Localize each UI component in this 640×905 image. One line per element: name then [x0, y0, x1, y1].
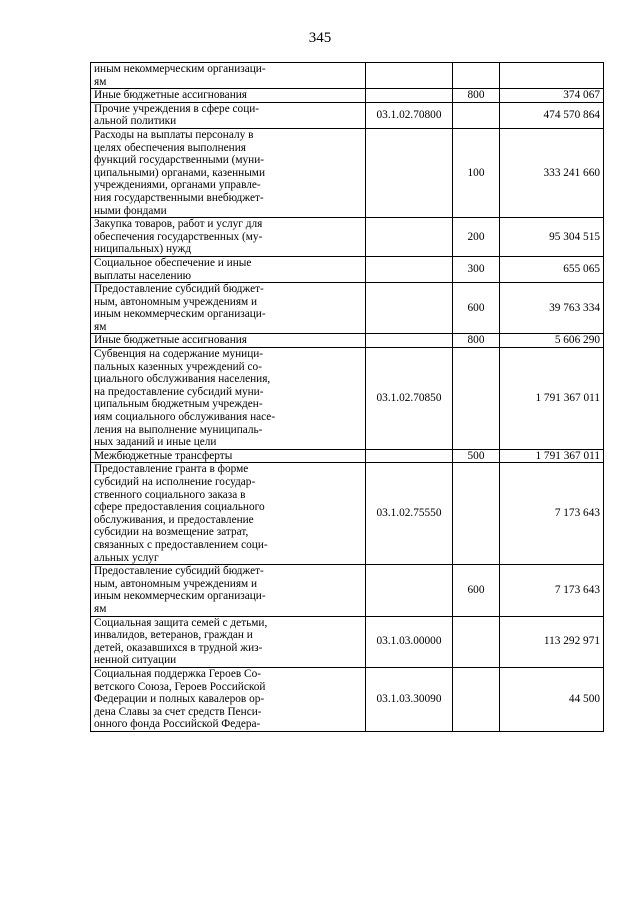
amount-cell: 7 173 643	[500, 463, 604, 565]
expense-type-cell: 800	[453, 89, 500, 103]
amount-cell: 333 241 660	[500, 128, 604, 217]
expense-name-cell	[91, 63, 366, 89]
expense-name-line: ным, автономным учреждениям и	[94, 295, 258, 308]
expense-name-line: Социальная защита семей с детьми,	[94, 616, 268, 629]
expense-name-cell	[91, 667, 366, 731]
target-code-cell	[366, 63, 453, 89]
expense-name-line: ненной ситуации	[94, 654, 177, 667]
expense-name-line: Предоставление гранта в форме	[94, 463, 249, 476]
expense-name-line: Субвенция на содержание муници-	[94, 348, 264, 361]
target-code-cell	[366, 89, 453, 103]
expense-name-line: Социальное обеспечение и иные	[94, 256, 252, 269]
target-code-cell: 03.1.02.70850	[366, 348, 453, 450]
target-code-cell	[366, 128, 453, 217]
expense-name-line: целях обеспечения выполнения	[94, 141, 246, 154]
expense-name-line: детей, оказавшихся в трудной жиз-	[94, 641, 263, 654]
expense-name-cell	[91, 348, 366, 450]
expense-name-line: циального обслуживания населения,	[94, 373, 271, 386]
expense-type-cell: 600	[453, 565, 500, 616]
expense-name-line: ными фондами	[94, 204, 167, 217]
expense-type-cell: 600	[453, 283, 500, 334]
expense-name-line: альных услуг	[94, 551, 159, 564]
expense-name-line: учреждениями, органами управле-	[94, 179, 261, 192]
target-code-cell	[366, 218, 453, 257]
expense-type-cell	[453, 667, 500, 731]
expense-name-line: Федерации и полных кавалеров ор-	[94, 693, 265, 706]
table-row	[91, 565, 604, 616]
target-code-cell	[366, 334, 453, 348]
budget-table	[90, 62, 604, 732]
expense-name-line: иным некоммерческим организаци-	[94, 308, 266, 321]
expense-name-cell	[91, 128, 366, 217]
expense-name-line: Предоставление субсидий бюджет-	[94, 283, 264, 296]
expense-name-line: Предоставление субсидий бюджет-	[94, 565, 264, 578]
expense-name-line: ния государственными внебюджет-	[94, 191, 264, 204]
expense-name-line: ным, автономным учреждениям и	[94, 577, 258, 590]
target-code-cell: 03.1.03.00000	[366, 616, 453, 667]
expense-name-line: ям	[94, 320, 107, 333]
table-row	[91, 348, 604, 450]
target-code-cell: 03.1.03.30090	[366, 667, 453, 731]
expense-name-line: Социальная поддержка Героев Со-	[94, 667, 261, 680]
amount-cell	[500, 63, 604, 89]
expense-name-line: ных заданий и иные цели	[94, 436, 217, 449]
expense-type-cell: 800	[453, 334, 500, 348]
expense-name-line: Расходы на выплаты персоналу в	[94, 128, 254, 141]
target-code-cell	[366, 256, 453, 282]
expense-name-line: ям	[94, 75, 107, 88]
amount-cell: 7 173 643	[500, 565, 604, 616]
amount-cell: 1 791 367 011	[500, 348, 604, 450]
table-row	[91, 283, 604, 334]
target-code-cell: 03.1.02.70800	[366, 102, 453, 128]
expense-name-cell	[91, 89, 366, 103]
expense-name-line: ципальными) органами, казенными	[94, 166, 265, 179]
expense-name-cell	[91, 283, 366, 334]
expense-name-cell	[91, 616, 366, 667]
expense-name-line: иным некоммерческим организаци-	[94, 590, 266, 603]
expense-name-line: функций государственными (муни-	[94, 154, 265, 167]
expense-name-cell	[91, 463, 366, 565]
expense-type-cell	[453, 63, 500, 89]
amount-cell: 95 304 515	[500, 218, 604, 257]
expense-name-line: инвалидов, ветеранов, граждан и	[94, 629, 253, 642]
amount-cell: 5 606 290	[500, 334, 604, 348]
amount-cell: 44 500	[500, 667, 604, 731]
expense-name-line: субсидий на исполнение государ-	[94, 476, 256, 488]
expense-name-line: ниципальных) нужд	[94, 243, 192, 256]
amount-cell: 655 065	[500, 256, 604, 282]
expense-name-line: ям	[94, 602, 107, 615]
amount-cell: 474 570 864	[500, 102, 604, 128]
expense-type-cell: 500	[453, 449, 500, 463]
expense-type-cell: 200	[453, 218, 500, 257]
expense-name-line: Закупка товаров, работ и услуг для	[94, 218, 263, 231]
budget-table-body	[91, 63, 604, 732]
expense-name-line: дена Славы за счет средств Пенси-	[94, 705, 262, 718]
table-row	[91, 667, 604, 731]
target-code-cell	[366, 565, 453, 616]
table-row	[91, 63, 604, 89]
expense-type-cell	[453, 348, 500, 450]
expense-name-line: иным некоммерческим организаци-	[94, 63, 266, 75]
expense-name-line: сфере предоставления социального	[94, 501, 265, 514]
expense-name-line: онного фонда Российской Федера-	[94, 718, 261, 731]
table-row	[91, 616, 604, 667]
expense-name-cell	[91, 565, 366, 616]
expense-type-cell	[453, 102, 500, 128]
amount-cell: 39 763 334	[500, 283, 604, 334]
expense-name-line: субсидии на возмещение затрат,	[94, 526, 249, 539]
expense-name-line: на предоставление субсидий муни-	[94, 385, 264, 398]
target-code-cell	[366, 283, 453, 334]
expense-name-line: ственного социального заказа в	[94, 488, 246, 501]
expense-name-line: связанных с предоставлением соци-	[94, 538, 268, 551]
expense-name-line: Межбюджетные трансферты	[94, 449, 233, 462]
expense-name-line: ления на выполнение муниципаль-	[94, 423, 263, 436]
amount-cell: 1 791 367 011	[500, 449, 604, 463]
expense-name-cell	[91, 218, 366, 257]
expense-name-line: Иные бюджетные ассигнования	[94, 334, 247, 347]
expense-name-line: пальных казенных учреждений со-	[94, 360, 262, 373]
page-number: 345	[308, 30, 332, 46]
expense-name-line: Иные бюджетные ассигнования	[94, 89, 247, 102]
expense-type-cell	[453, 463, 500, 565]
expense-name-line: выплаты населению	[94, 269, 192, 282]
table-row	[91, 334, 604, 348]
amount-cell: 113 292 971	[500, 616, 604, 667]
expense-name-line: Прочие учреждения в сфере соци-	[94, 102, 260, 115]
expense-name-line: обслуживания, и предоставление	[94, 513, 254, 526]
expense-name-line: ветского Союза, Героев Российской	[94, 680, 266, 693]
table-row	[91, 102, 604, 128]
expense-type-cell	[453, 616, 500, 667]
target-code-cell	[366, 449, 453, 463]
table-row	[91, 218, 604, 257]
table-row	[91, 256, 604, 282]
expense-name-cell	[91, 334, 366, 348]
table-row	[91, 128, 604, 217]
expense-name-cell	[91, 449, 366, 463]
expense-name-line: ципальным бюджетным учрежден-	[94, 398, 263, 411]
expense-name-cell	[91, 256, 366, 282]
table-row	[91, 449, 604, 463]
expense-name-line: альной политики	[94, 115, 177, 128]
expense-name-line: обеспечения государственных (му-	[94, 230, 263, 243]
expense-name-line: иям социального обслуживания насе-	[94, 411, 276, 424]
table-row	[91, 89, 604, 103]
table-row	[91, 463, 604, 565]
expense-type-cell: 100	[453, 128, 500, 217]
target-code-cell: 03.1.02.75550	[366, 463, 453, 565]
expense-name-cell	[91, 102, 366, 128]
expense-type-cell: 300	[453, 256, 500, 282]
amount-cell: 374 067	[500, 89, 604, 103]
